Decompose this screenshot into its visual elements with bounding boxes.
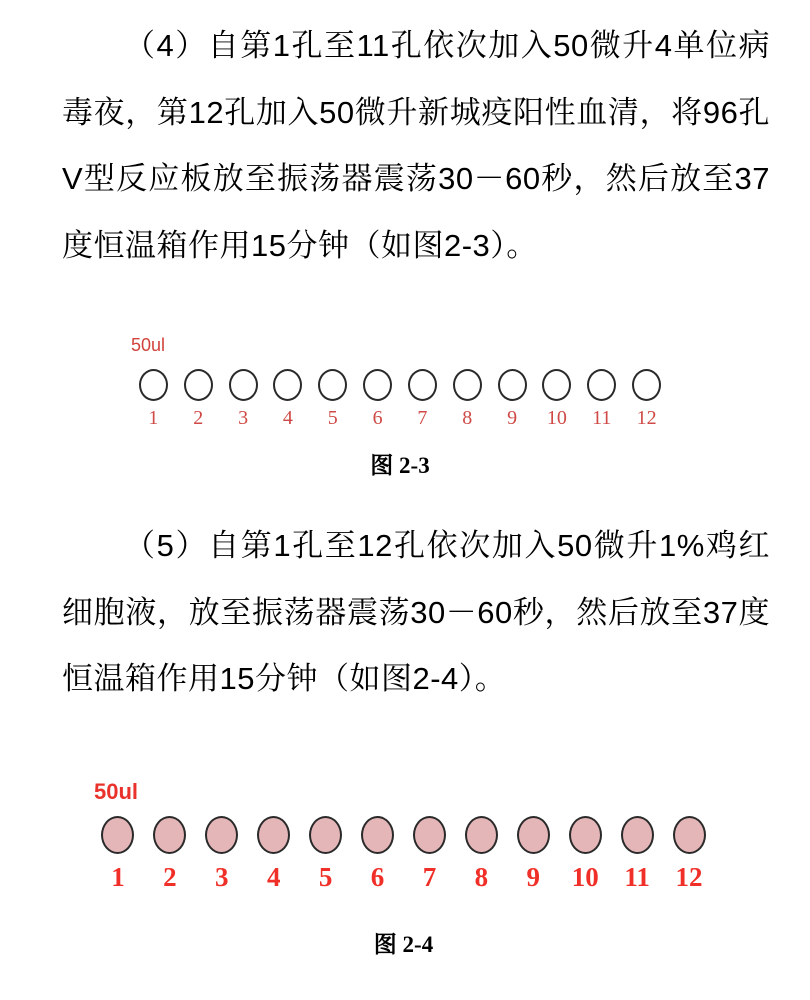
well-circle-empty bbox=[184, 369, 213, 401]
well-circle-filled bbox=[517, 816, 550, 854]
well-circle-empty bbox=[542, 369, 571, 401]
well-number: 10 bbox=[546, 407, 567, 429]
well-number: 5 bbox=[318, 862, 333, 892]
well-number: 3 bbox=[215, 862, 229, 892]
well-cell bbox=[229, 369, 258, 430]
well-circle-filled bbox=[153, 816, 186, 854]
well-cell bbox=[517, 816, 550, 893]
well-circle-empty bbox=[318, 369, 347, 401]
well-circle-empty bbox=[139, 369, 168, 401]
well-circle-empty bbox=[229, 369, 258, 401]
well-circle-empty bbox=[273, 369, 302, 401]
well-number: 7 bbox=[422, 862, 437, 892]
well-number: 6 bbox=[370, 862, 385, 892]
well-row-empty bbox=[131, 369, 669, 430]
well-cell bbox=[587, 369, 616, 430]
well-cell bbox=[257, 816, 290, 893]
well-cell bbox=[498, 369, 527, 430]
well-number: 3 bbox=[238, 407, 249, 429]
figure-caption-2-4: 图 2-4 bbox=[373, 932, 434, 957]
paragraph-step-4: （4）自第1孔至11孔依次加入50微升4单位病毒夜，第12孔加入50微升新城疫阳性血清，将96孔V型反应板放至振荡器震荡30－60秒，然后放至37度恒温箱作用15分钟（如图2-3）。 bbox=[62, 28, 770, 263]
well-cell bbox=[465, 816, 498, 893]
paragraph-step-5: （5）自第1孔至12孔依次加入50微升1%鸡红细胞液，放至振荡器震荡30－60秒，然后放至37度恒温箱作用15分钟（如图2-4）。 bbox=[62, 528, 770, 696]
well-cell bbox=[153, 816, 186, 893]
well-cell bbox=[453, 369, 482, 430]
well-cell bbox=[363, 369, 392, 430]
well-cell bbox=[184, 369, 213, 430]
well-number: 4 bbox=[266, 862, 281, 892]
well-number: 7 bbox=[417, 407, 428, 429]
well-number: 4 bbox=[282, 407, 293, 429]
well-circle-filled bbox=[361, 816, 394, 854]
well-cell bbox=[139, 369, 168, 430]
well-cell bbox=[413, 816, 446, 893]
well-row-filled bbox=[92, 816, 715, 893]
well-cell bbox=[542, 369, 571, 430]
well-circle-filled bbox=[309, 816, 342, 854]
well-circle-empty bbox=[408, 369, 437, 401]
well-cell bbox=[673, 816, 706, 893]
well-number: 5 bbox=[327, 407, 338, 429]
well-cell bbox=[205, 816, 238, 893]
well-cell bbox=[632, 369, 661, 430]
well-cell bbox=[101, 816, 134, 893]
well-number: 9 bbox=[507, 407, 518, 429]
well-circle-filled bbox=[101, 816, 134, 854]
well-circle-filled bbox=[465, 816, 498, 854]
well-cell bbox=[569, 816, 602, 893]
well-number: 1 bbox=[148, 407, 159, 429]
well-circle-empty bbox=[363, 369, 392, 401]
well-circle-empty bbox=[453, 369, 482, 401]
well-number: 12 bbox=[675, 862, 703, 892]
well-number: 12 bbox=[636, 407, 657, 429]
well-cell bbox=[273, 369, 302, 430]
well-number: 6 bbox=[372, 407, 383, 429]
well-number: 8 bbox=[462, 407, 473, 429]
well-circle-filled bbox=[621, 816, 654, 854]
well-number: 2 bbox=[163, 862, 177, 892]
well-number: 10 bbox=[571, 862, 599, 892]
well-number: 11 bbox=[624, 862, 650, 892]
well-cell bbox=[621, 816, 654, 893]
well-circle-empty bbox=[632, 369, 661, 401]
figure-caption-2-3: 图 2-3 bbox=[370, 453, 430, 478]
well-number: 11 bbox=[592, 407, 612, 429]
well-number: 2 bbox=[193, 407, 204, 429]
well-circle-filled bbox=[257, 816, 290, 854]
well-cell bbox=[309, 816, 342, 893]
well-circle-filled bbox=[205, 816, 238, 854]
well-number: 8 bbox=[474, 862, 489, 892]
well-circle-filled bbox=[569, 816, 602, 854]
well-circle-filled bbox=[413, 816, 446, 854]
volume-label-50ul: 50ul bbox=[94, 779, 139, 804]
well-circle-filled bbox=[673, 816, 706, 854]
well-cell bbox=[361, 816, 394, 893]
well-circle-empty bbox=[587, 369, 616, 401]
well-number: 9 bbox=[526, 862, 541, 892]
well-circle-empty bbox=[498, 369, 527, 401]
volume-label-50ul: 50ul bbox=[131, 335, 166, 355]
well-cell bbox=[408, 369, 437, 430]
well-number: 1 bbox=[111, 862, 125, 892]
well-cell bbox=[318, 369, 347, 430]
